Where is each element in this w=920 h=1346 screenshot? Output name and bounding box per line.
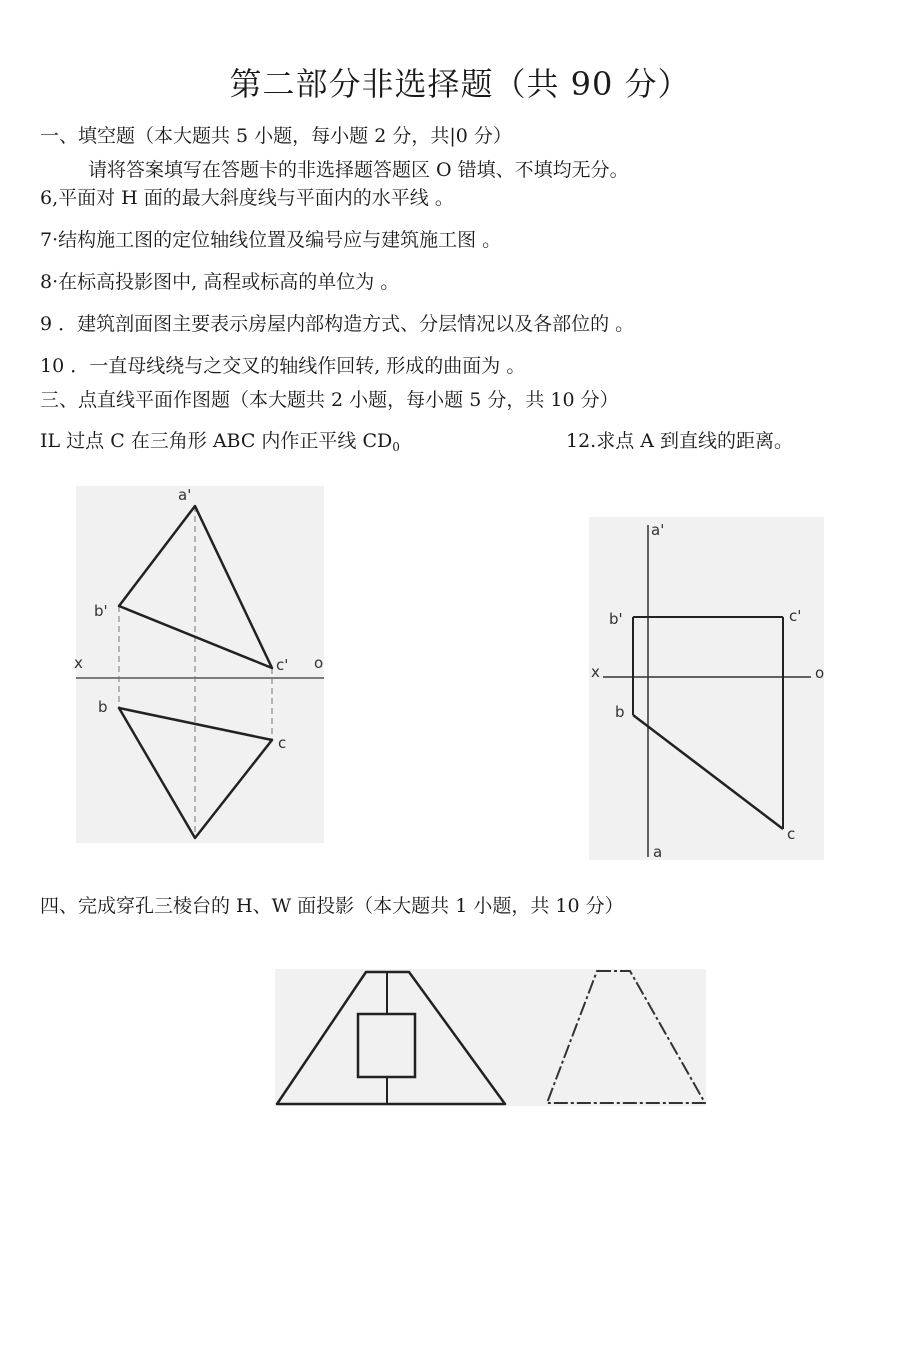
question-7: 7·结构施工图的定位轴线位置及编号应与建筑施工图 。 [40,229,502,251]
label-c-prime: c' [276,656,289,674]
label-x: x [591,663,600,681]
figure-background [589,517,824,860]
label-b: b [98,698,108,716]
figure-point-line-drawing [589,517,825,861]
section3-heading: 三、点直线平面作图题（本大题共 2 小题，每小题 5 分，共 10 分） [40,389,619,411]
figure-triangle-abc [76,486,326,844]
label-c: c [278,734,287,752]
question-9: 9 ．建筑剖面图主要表示房屋内部构造方式、分层情况以及各部位的 。 [40,313,635,335]
question-12: 12.求点 A 到直线的距离。 [566,430,794,452]
label-b-prime: b' [94,602,108,620]
label-b-prime: b' [609,610,623,628]
label-c: c [787,825,796,843]
figure-triangle-abc-drawing [76,486,326,844]
page-title: 第二部分非选择题（共 90 分） [229,65,691,103]
question-11-text: IL 过点 C 在三角形 ABC 内作正平线 CD [40,430,393,452]
figure-frustum-drawing [275,969,707,1107]
question-8: 8·在标高投影图中, 高程或标高的单位为 。 [40,271,400,293]
label-o: o [815,664,825,682]
question-6: 6,平面对 H 面的最大斜度线与平面内的水平线 。 [40,187,454,209]
section1-heading: 一、填空题（本大题共 5 小题，每小题 2 分，共|0 分） [40,125,512,147]
label-b: b [615,703,625,721]
label-o: o [314,654,324,672]
label-x: x [74,654,83,672]
figure-frustum [275,969,707,1107]
section1-instruction: 请将答案填写在答题卡的非选择题答题区 O 错填、不填均无分。 [88,159,629,181]
question-11-subscript: 0 [392,440,400,454]
question-10: 10 ．一直母线绕与之交叉的轴线作回转, 形成的曲面为 。 [40,355,526,377]
question-11 [40,429,400,459]
label-a-prime: a' [178,486,192,504]
section4-heading: 四、完成穿孔三棱台的 H、W 面投影（本大题共 1 小题，共 10 分） [40,895,624,917]
label-a: a [653,843,663,861]
label-c-prime: c' [789,607,802,625]
figure-point-line [589,517,825,861]
label-a-prime: a' [651,521,665,539]
